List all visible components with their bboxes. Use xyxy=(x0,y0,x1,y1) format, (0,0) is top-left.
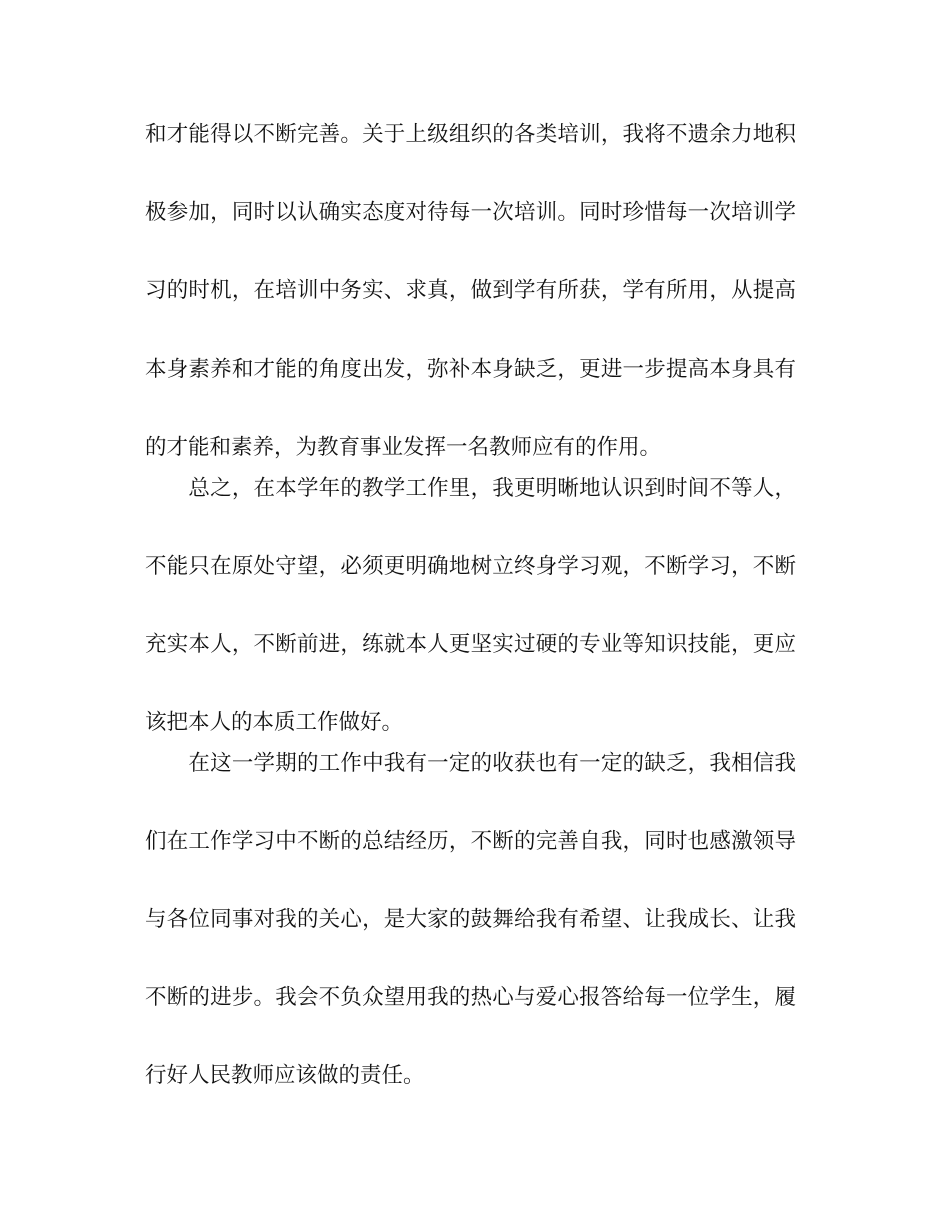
paragraph-2-line-2: 不能只在原处守望，必须更明确地树立终身学习观，不断学习，不断 xyxy=(145,554,796,579)
paragraph-3-line-1: 在这一学期的工作中我有一定的收获也有一定的缺乏，我相信我 xyxy=(145,751,796,776)
paragraph-1-line-1: 和才能得以不断完善。关于上级组织的各类培训，我将不遗余力地积 xyxy=(145,122,796,147)
paragraph-3-line-5: 行好人民教师应该做的责任。 xyxy=(145,1063,425,1088)
paragraph-1-line-2: 极参加，同时以认确实态度对待每一次培训。同时珍惜每一次培训学 xyxy=(145,200,796,225)
paragraph-2-line-3: 充实本人，不断前进，练就本人更坚实过硬的专业等知识技能，更应 xyxy=(145,632,796,657)
paragraph-1-line-4: 本身素养和才能的角度出发，弥补本身缺乏，更进一步提高本身具有 xyxy=(145,357,796,382)
paragraph-2-line-4: 该把本人的本质工作做好。 xyxy=(145,710,404,735)
paragraph-1-line-5: 的才能和素养，为教育事业发挥一名教师应有的作用。 xyxy=(145,435,662,460)
paragraph-3-line-3: 与各位同事对我的关心，是大家的鼓舞给我有希望、让我成长、让我 xyxy=(145,907,796,932)
paragraph-1-line-3: 习的时机，在培训中务实、求真，做到学有所获，学有所用，从提高 xyxy=(145,278,796,303)
paragraph-3-line-2: 们在工作学习中不断的总结经历，不断的完善自我，同时也感激领导 xyxy=(145,829,796,854)
paragraph-2-line-1: 总之，在本学年的教学工作里，我更明晰地认识到时间不等人， xyxy=(145,476,796,501)
paragraph-3-line-4: 不断的进步。我会不负众望用我的热心与爱心报答给每一位学生，履 xyxy=(145,985,796,1010)
